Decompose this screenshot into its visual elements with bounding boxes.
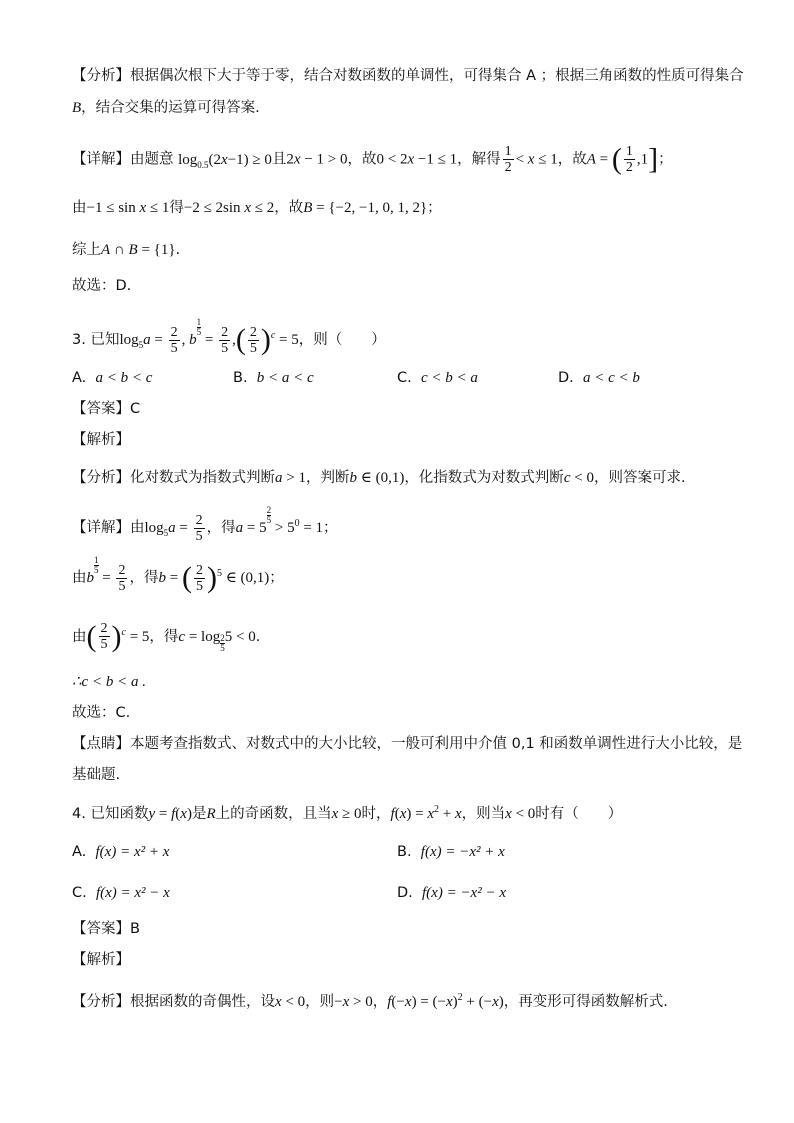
option-expr: f(x) = −x² − x <box>422 885 506 901</box>
math-comma: , <box>181 332 190 348</box>
math-fraction: $\frac{2}{5}$ <box>170 324 178 356</box>
text: ，判断 <box>305 470 350 486</box>
option-expr: b < a < c <box>256 370 314 386</box>
answer-line <box>72 399 734 419</box>
text: 综上 <box>72 242 101 258</box>
analysis-heading: 【解析】 <box>72 432 130 448</box>
text: ，得 <box>149 628 179 645</box>
math: $f(x) = x^2 + x$ <box>390 804 462 822</box>
analysis-heading-q4: 【解析】 <box>72 952 130 968</box>
math-fraction: $\frac{2}{5}$ <box>118 562 126 594</box>
review-text: 本题考查指数式、对数式中的大小比较，一般可利用中介值 0,1 和函数单调性进行大小比较，是 <box>130 736 743 752</box>
math: $\log_5a$ = <box>144 520 192 538</box>
text: ，故 <box>274 200 304 216</box>
math: > $5^0 = 1$ <box>271 518 324 536</box>
option-label: D. <box>558 370 574 386</box>
math: x < 0 <box>505 806 536 822</box>
text: ，再变形可得函数解析式. <box>503 994 668 1010</box>
option-label: C. <box>72 885 87 901</box>
review-paragraph <box>72 734 743 754</box>
option-label: B. <box>233 370 248 386</box>
math-set-B: B = {−2, −1, 0, 1, 2} <box>303 200 428 216</box>
q4-fenxi <box>72 988 734 1012</box>
math-sin: −1 ≤ sin x ≤ 1 <box>86 200 170 216</box>
math-fraction: $\frac{2}{5}$ <box>100 621 108 653</box>
text: ； <box>269 570 284 586</box>
math-R: R <box>206 806 216 822</box>
text: 由 <box>72 570 87 586</box>
paren-close: ) <box>111 619 122 653</box>
option-expr: f(x) = x² − x <box>95 885 170 901</box>
detail-text: ，解得 <box>457 151 501 168</box>
option-label: B. <box>397 844 412 860</box>
sin-paragraph <box>72 198 734 218</box>
math: ∈ (0,1) <box>221 570 270 586</box>
math-log5a: $\log_5a$ = <box>119 332 167 350</box>
option-b[interactable] <box>397 842 505 862</box>
math-fraction: $\frac{2}{5}$ <box>249 324 257 356</box>
text: 上的奇函数，且当 <box>215 806 332 822</box>
therefore-line: ∴c < b < a . <box>72 674 146 690</box>
math-b: b <box>189 332 197 348</box>
text: ，则 <box>305 994 335 1010</box>
choose-line: 故选：D. <box>72 278 132 294</box>
option-a[interactable] <box>72 368 152 388</box>
question-text: ，则（ ） <box>298 332 386 348</box>
text: 时有（ ） <box>535 806 623 822</box>
bracket-open: ( <box>611 142 622 176</box>
detail-text: ，故 <box>347 151 377 168</box>
text: 根据函数的奇偶性，设 <box>130 994 275 1010</box>
math-exp: 5 <box>216 568 222 580</box>
analysis-tag: 【分析】 <box>72 68 130 84</box>
option-expr: a < b < c <box>95 370 153 386</box>
choose-line-q3: 故选：C. <box>72 705 131 721</box>
analysis-text: 根据偶次根下大于等于零，结合对数函数的单调性，可得集合 A ；根据三角函数的性质可得集合 <box>130 68 744 84</box>
option-expr: c < b < a <box>420 370 478 386</box>
text: 由 <box>130 520 145 536</box>
math: c < 0 <box>563 470 594 486</box>
detail-text: ，故 <box>557 151 587 168</box>
answer-tag: 【答案】 <box>72 401 130 417</box>
option-d[interactable] <box>558 368 640 388</box>
math-comma: , <box>232 332 236 348</box>
option-label: C. <box>397 370 412 386</box>
math: b = <box>158 570 182 586</box>
option-expr: f(x) = x² + x <box>95 844 170 860</box>
math: = 5 <box>125 628 150 645</box>
math: x ≥ 0 <box>331 806 362 822</box>
text: ，则答案可求. <box>593 470 686 486</box>
answer-line-q4 <box>72 919 734 939</box>
review-paragraph-2: 基础题. <box>72 767 121 783</box>
text: ，得 <box>206 520 236 536</box>
math-x-range: < x ≤ 1 <box>515 151 558 168</box>
detail-text: 且 <box>271 151 287 168</box>
math: y = f(x) <box>148 806 192 822</box>
math-intersection: A ∩ B = {1} <box>101 242 176 258</box>
math: a = 5 <box>235 520 267 536</box>
text: 是 <box>191 806 207 822</box>
math-fraction: $\frac{2}{5}$ <box>195 562 203 594</box>
var-B: B <box>72 100 82 116</box>
summary-line <box>72 240 734 260</box>
option-b[interactable] <box>233 368 314 388</box>
text: 由 <box>72 628 87 645</box>
text: 时， <box>361 806 391 822</box>
text: ， <box>372 994 388 1010</box>
detail-tag: 【详解】 <box>72 151 130 168</box>
math-comma: ,1 <box>636 151 649 168</box>
paren-open: ( <box>235 323 246 356</box>
math-ineq: 2x − 1 > 0 <box>286 151 348 168</box>
math-eq: = <box>201 332 218 348</box>
math-fraction: $\frac{2}{5}$ <box>195 512 203 544</box>
analysis-paragraph-line2 <box>72 98 734 118</box>
math: = <box>98 570 115 586</box>
option-label: A. <box>72 844 87 860</box>
text: ，得 <box>129 570 159 586</box>
math: $f(-x) = (-x)^2 + (-x)$ <box>387 992 504 1010</box>
option-a[interactable] <box>72 842 169 862</box>
analysis-tag: 【分析】 <box>72 470 130 486</box>
option-label: D. <box>397 885 413 901</box>
q3-detail-3 <box>72 616 734 659</box>
math-exponent: $\frac{2}{5}$ <box>266 505 272 525</box>
option-c[interactable] <box>397 368 478 388</box>
text: ，化指数式为对数式判断 <box>404 470 564 486</box>
text: 由 <box>72 200 87 216</box>
detail-paragraph <box>72 144 734 179</box>
answer-value: C <box>130 401 141 417</box>
math-exponent: $\frac{1}{5}$ <box>196 317 202 337</box>
text: ； <box>427 200 442 216</box>
paren-open: ( <box>181 561 192 594</box>
paren-close: ) <box>260 323 271 356</box>
q3-detail-1 <box>72 506 734 548</box>
math-range: 0 < 2x −1 ≤ 1 <box>376 151 458 168</box>
detail-text: 由题意 <box>130 151 174 168</box>
option-expr: a < c < b <box>583 370 640 386</box>
question-4-stem <box>72 800 734 824</box>
text: ，则当 <box>461 806 506 822</box>
math-log-ineq: $\log_{0.5}(2x-1) \ge 0$ <box>178 151 272 170</box>
math-b: b <box>86 570 94 586</box>
detail-text: ； <box>658 151 673 168</box>
math-2sin: −2 ≤ 2sin x ≤ 2 <box>183 200 275 216</box>
math: x < 0 <box>275 994 306 1010</box>
option-label: A. <box>72 370 87 386</box>
question-3-stem <box>72 318 734 361</box>
math-exponent: $\frac{1}{5}$ <box>94 555 99 575</box>
paren-open: ( <box>86 619 97 653</box>
review-tag: 【点睛】 <box>72 736 130 752</box>
math-exp-c: c <box>270 330 276 342</box>
q3-fenxi <box>72 468 734 488</box>
bracket-close: ] <box>648 142 659 176</box>
text: ； <box>323 520 338 536</box>
math-fraction: $\frac{2}{5}$ <box>221 324 229 356</box>
option-c[interactable] <box>72 883 170 903</box>
math-exp-c: c <box>121 627 126 638</box>
text: . <box>255 628 261 645</box>
option-d[interactable] <box>397 883 506 903</box>
math: c = log $_{\frac{2}{5}}$ 5 < 0 <box>178 628 256 653</box>
option-expr: f(x) = −x² + x <box>420 844 505 860</box>
math-fraction: $\frac{1}{2}$ <box>625 144 633 175</box>
text: 得 <box>169 200 184 216</box>
paren-close: ) <box>206 561 217 594</box>
math-eq5: = 5 <box>275 332 299 348</box>
analysis-text-2: ，结合交集的运算可得答案. <box>81 100 260 116</box>
text: . <box>175 242 181 258</box>
question-number: 3. 已知 <box>72 332 120 348</box>
text: 化对数式为指数式判断 <box>130 470 275 486</box>
math-fraction: $\frac{1}{2}$ <box>504 144 512 175</box>
detail-tag: 【详解】 <box>72 520 130 536</box>
math: b ∈ (0,1) <box>349 470 405 486</box>
analysis-tag: 【分析】 <box>72 994 130 1010</box>
math-set-A: A = <box>586 151 612 168</box>
question-number: 4. 已知函数 <box>72 806 149 822</box>
analysis-paragraph <box>72 66 744 86</box>
math: −x > 0 <box>334 994 373 1010</box>
q3-detail-2 <box>72 556 734 595</box>
math: a > 1 <box>275 470 306 486</box>
answer-value: B <box>130 921 140 937</box>
answer-tag: 【答案】 <box>72 921 130 937</box>
